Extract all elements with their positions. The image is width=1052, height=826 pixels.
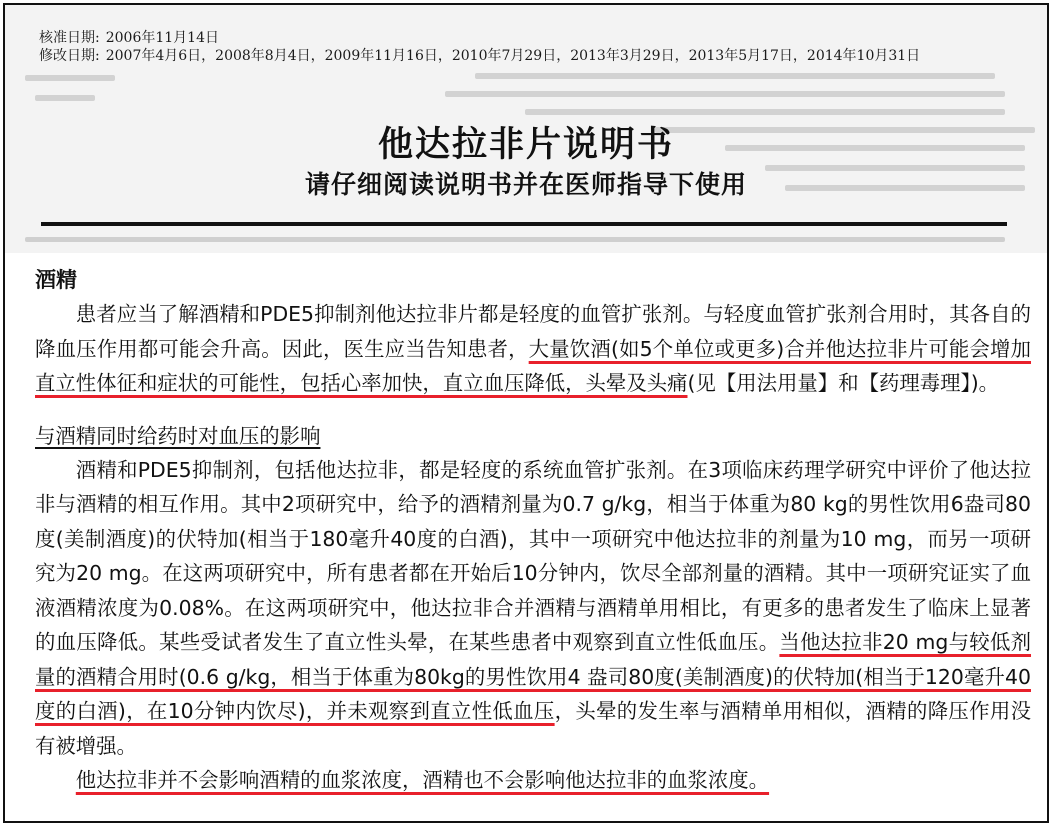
revision-date-line [39,47,920,65]
highlighted-warning: 大量饮酒(如5个单位或更多)合并他达拉非片可能会增加直立性体征和症状的可能性，包括心率加快，直立血压降低，头晕及头痛 [35,336,1032,395]
revision-label: 修改日期: [39,48,100,64]
faded-text-line [445,91,1005,97]
section-heading-blood-pressure: 与酒精同时给药时对血压的影响 [35,423,321,448]
approval-date: 2006年11月14日 [105,30,219,46]
revision-dates: 2007年4月6日，2008年8月4日，2009年11月16日，2010年7月29日，2013年3月29日，2013年5月17日，2014年10月31日 [105,48,921,64]
document-title: 他达拉非片说明书 [377,124,674,165]
alcohol-reference: (见【用法用量】和【药理毒理】)。 [687,371,1000,395]
alcohol-paragraph [35,297,1031,401]
interaction-text-end: ，头晕的发生率与酒精单用相似，酒精的降压作用没有被增强。 [35,699,1032,758]
section-heading-alcohol: 酒精 [35,268,77,292]
document-frame [3,3,1049,823]
faded-text-line [25,75,115,81]
faded-text-line [35,95,95,101]
title-divider [41,222,1007,226]
faded-text-line [525,109,1005,115]
approval-date-line [39,29,219,47]
highlighted-low-dose-finding: 当他达拉非20 mg与较低剂量的酒精合用时(0.6 g/kg，相当于体重为80kg的男性饮用4 盎司80度(美制酒度)的伏特加(相当于120毫升40度的白酒)，在10分钟内饮尽)，并未观察到直立性低血压 [35,630,1032,723]
scanned-label-header [5,5,1047,253]
faded-text-line [475,73,995,79]
plasma-paragraph [35,763,1031,798]
interaction-paragraph [35,453,1031,764]
alcohol-text: 患者应当了解酒精和PDE5抑制剂他达拉非片都是轻度的血管扩张剂。与轻度血管扩张剂合用时，其各自的降血压作用都可能会升高。因此，医生应当告知患者， [35,302,1031,361]
faded-text-line [25,237,1005,242]
document-body [35,263,1031,798]
document-subtitle: 请仔细阅读说明书并在医师指导下使用 [304,170,747,199]
highlighted-plasma-finding: 他达拉非并不会影响酒精的血浆浓度，酒精也不会影响他达拉非的血浆浓度。 [75,768,770,792]
approval-label: 核准日期: [39,30,100,46]
interaction-text: 酒精和PDE5抑制剂，包括他达拉非，都是轻度的系统血管扩张剂。在3项临床药理学研究中评价了他达拉非与酒精的相互作用。其中2项研究中，给予的酒精剂量为0.7 g/kg，相当于体重为80 kg的男性饮用6盎司80度(美制酒度)的伏特加(相当于180毫升40度的白酒)，其中一项研究中他达拉非的剂量为10 mg，而另一项研究为20 mg。在这两项研究中，所有患者都在开始后10分钟内，饮尽全部剂量的酒精。其中一项研究证实了血液酒精浓度为0.08%。在这两项研究中，他达拉非合并酒精与酒精单用相比，有更多的患者发生了临床上显著的血压降低。某些受试者发生了直立性头晕，在某些患者中观察到直立性低血压。 [35,457,1031,654]
